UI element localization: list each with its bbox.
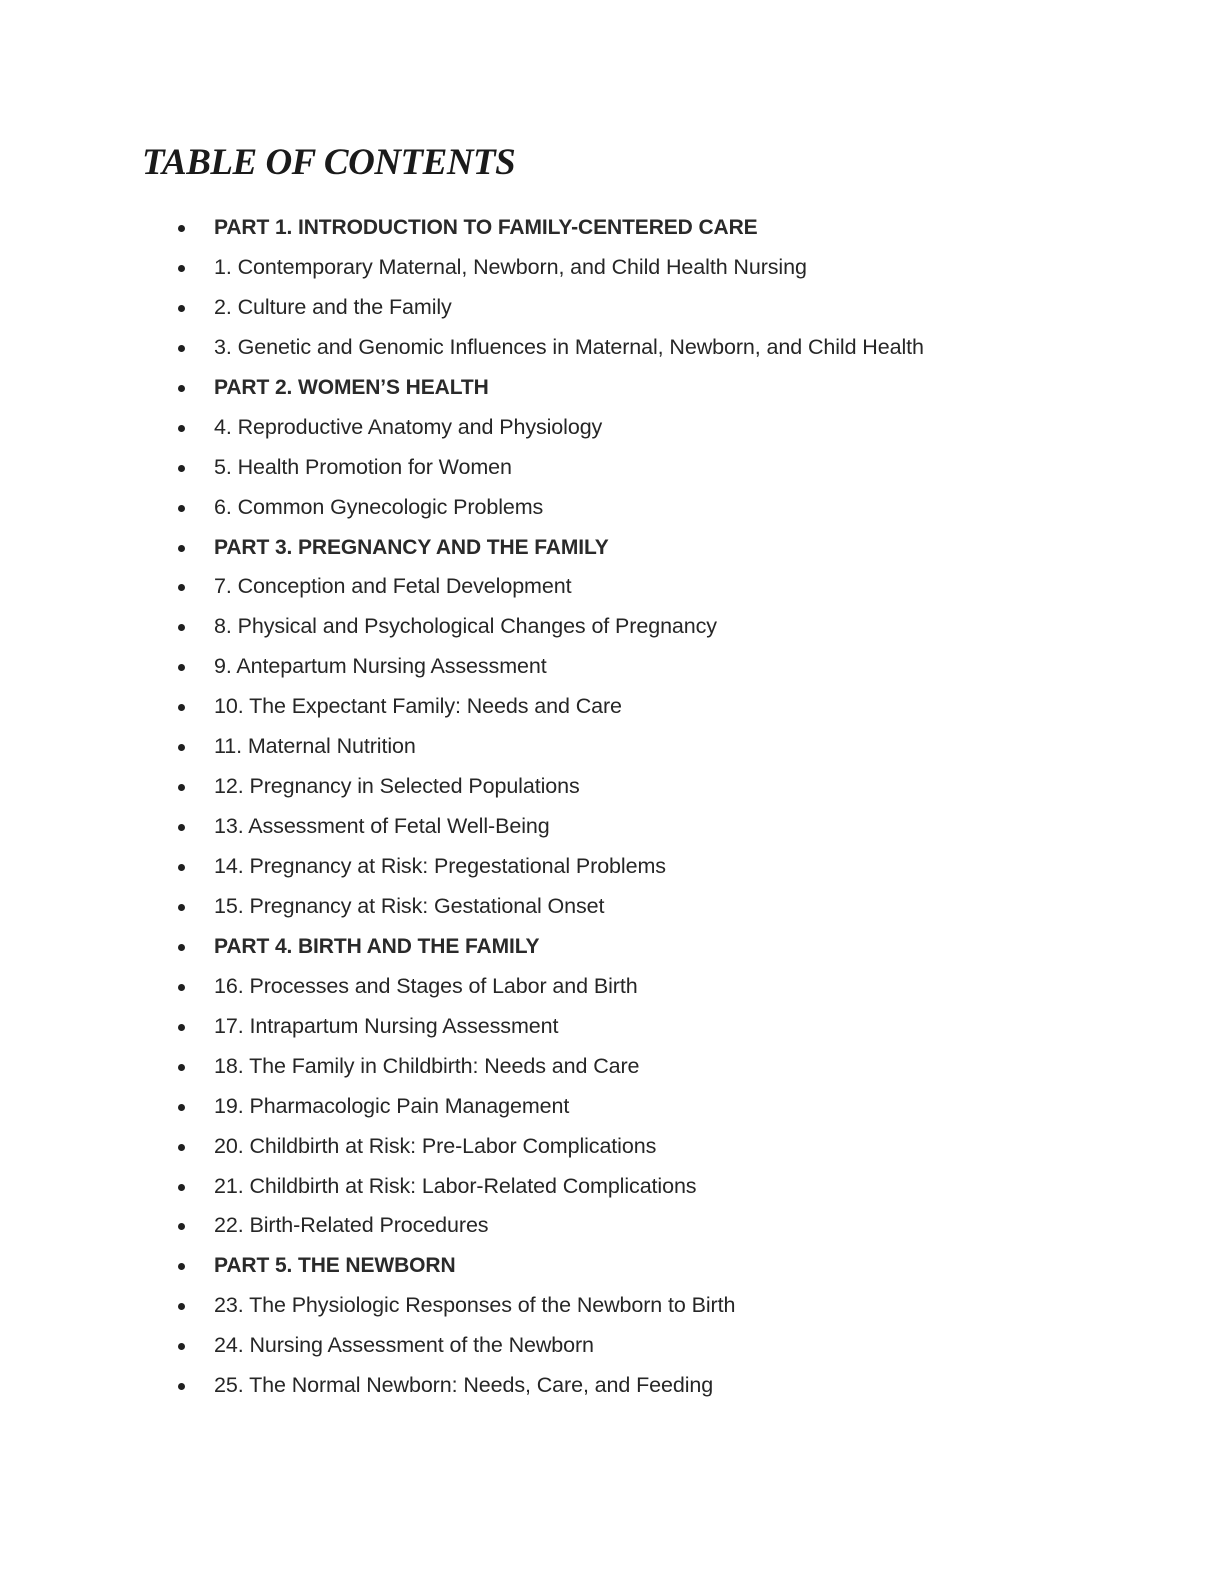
bullet-icon	[178, 465, 185, 472]
toc-chapter-label: 8. Physical and Psychological Changes of Pregnancy	[214, 614, 717, 639]
toc-part-heading	[0, 927, 1224, 967]
toc-chapter-label: 15. Pregnancy at Risk: Gestational Onset	[214, 893, 605, 918]
toc-chapter-label: 23. The Physiologic Responses of the Newborn to Birth	[214, 1293, 736, 1318]
toc-chapter-item	[0, 1007, 1224, 1047]
toc-chapter-item	[0, 1326, 1224, 1366]
toc-chapter-label: 2. Culture and the Family	[214, 294, 452, 319]
toc-chapter-label: 19. Pharmacologic Pain Management	[214, 1093, 570, 1118]
bullet-icon	[178, 984, 185, 991]
toc-chapter-item	[0, 1286, 1224, 1326]
toc-chapter-item	[0, 1206, 1224, 1246]
toc-chapter-item	[0, 248, 1224, 288]
toc-chapter-label: 3. Genetic and Genomic Influences in Maternal, Newborn, and Child Health	[214, 334, 924, 359]
bullet-icon	[178, 1303, 185, 1310]
toc-part-heading	[0, 528, 1224, 568]
toc-chapter-item	[0, 647, 1224, 687]
toc-chapter-item	[0, 408, 1224, 448]
toc-chapter-item	[0, 1366, 1224, 1406]
bullet-icon	[178, 704, 185, 711]
toc-chapter-label: 17. Intrapartum Nursing Assessment	[214, 1013, 559, 1038]
bullet-icon	[178, 1064, 185, 1071]
bullet-icon	[178, 225, 185, 232]
toc-chapter-label: 1. Contemporary Maternal, Newborn, and Child Health Nursing	[214, 254, 807, 279]
toc-part-heading	[0, 1246, 1224, 1286]
toc-chapter-item	[0, 1087, 1224, 1127]
bullet-icon	[178, 864, 185, 871]
bullet-icon	[178, 545, 185, 552]
toc-chapter-label: 21. Childbirth at Risk: Labor-Related Complications	[214, 1173, 697, 1198]
toc-chapter-label: 14. Pregnancy at Risk: Pregestational Problems	[214, 854, 666, 878]
toc-chapter-item	[0, 1127, 1224, 1167]
toc-chapter-item	[0, 847, 1224, 887]
toc-chapter-label: 20. Childbirth at Risk: Pre-Labor Complications	[214, 1133, 657, 1158]
bullet-icon	[178, 305, 185, 312]
toc-chapter-item	[0, 887, 1224, 927]
toc-chapter-item	[0, 727, 1224, 767]
toc-chapter-label: 25. The Normal Newborn: Needs, Care, and Feeding	[214, 1373, 714, 1398]
toc-chapter-item	[0, 288, 1224, 328]
bullet-icon	[178, 1144, 185, 1151]
toc-part-label: PART 3. PREGNANCY AND THE FAMILY	[214, 535, 609, 559]
toc-chapter-label: 18. The Family in Childbirth: Needs and Care	[214, 1053, 640, 1078]
toc-chapter-item	[0, 1167, 1224, 1207]
bullet-icon	[178, 744, 185, 751]
toc-chapter-item	[0, 967, 1224, 1007]
toc-chapter-item	[0, 607, 1224, 647]
toc-part-label: PART 2. WOMEN’S HEALTH	[214, 375, 489, 399]
toc-chapter-item	[0, 687, 1224, 727]
bullet-icon	[178, 1024, 185, 1031]
toc-chapter-item	[0, 1047, 1224, 1087]
bullet-icon	[178, 1383, 185, 1390]
bullet-icon	[178, 385, 185, 392]
bullet-icon	[178, 505, 185, 512]
toc-part-label: PART 5. THE NEWBORN	[214, 1254, 456, 1278]
toc-chapter-label: 13. Assessment of Fetal Well-Being	[214, 814, 550, 839]
toc-chapter-item	[0, 488, 1224, 528]
toc-chapter-label: 11. Maternal Nutrition	[214, 734, 416, 759]
page-title: TABLE OF CONTENTS	[142, 142, 516, 183]
bullet-icon	[178, 904, 185, 911]
bullet-icon	[178, 265, 185, 272]
toc-chapter-item	[0, 567, 1224, 607]
toc-chapter-item	[0, 328, 1224, 368]
bullet-icon	[178, 1184, 185, 1191]
toc-chapter-label: 22. Birth-Related Procedures	[214, 1213, 489, 1238]
bullet-icon	[178, 944, 185, 951]
toc-chapter-label: 16. Processes and Stages of Labor and Birth	[214, 973, 638, 998]
bullet-icon	[178, 584, 185, 591]
bullet-icon	[178, 1104, 185, 1111]
bullet-icon	[178, 624, 185, 631]
toc-chapter-label: 5. Health Promotion for Women	[214, 454, 512, 479]
toc-chapter-label: 10. The Expectant Family: Needs and Care	[214, 694, 622, 719]
bullet-icon	[178, 1263, 185, 1270]
toc-part-label: PART 4. BIRTH AND THE FAMILY	[214, 934, 540, 958]
toc-chapter-label: 4. Reproductive Anatomy and Physiology	[214, 414, 603, 439]
toc-chapter-item	[0, 448, 1224, 488]
toc-chapter-item	[0, 767, 1224, 807]
toc-chapter-label: 6. Common Gynecologic Problems	[214, 494, 544, 519]
toc-chapter-label: 7. Conception and Fetal Development	[214, 574, 572, 599]
bullet-icon	[178, 345, 185, 352]
bullet-icon	[178, 784, 185, 791]
toc-chapter-label: 24. Nursing Assessment of the Newborn	[214, 1333, 594, 1358]
bullet-icon	[178, 1343, 185, 1350]
toc-part-heading	[0, 208, 1224, 248]
toc-chapter-label: 9. Antepartum Nursing Assessment	[214, 654, 547, 679]
toc-part-heading	[0, 368, 1224, 408]
bullet-icon	[178, 824, 185, 831]
bullet-icon	[178, 664, 185, 671]
toc-list	[0, 208, 1224, 1406]
toc-chapter-label: 12. Pregnancy in Selected Populations	[214, 774, 580, 799]
toc-part-label: PART 1. INTRODUCTION TO FAMILY-CENTERED CARE	[214, 216, 758, 239]
bullet-icon	[178, 425, 185, 432]
bullet-icon	[178, 1223, 185, 1230]
toc-chapter-item	[0, 807, 1224, 847]
